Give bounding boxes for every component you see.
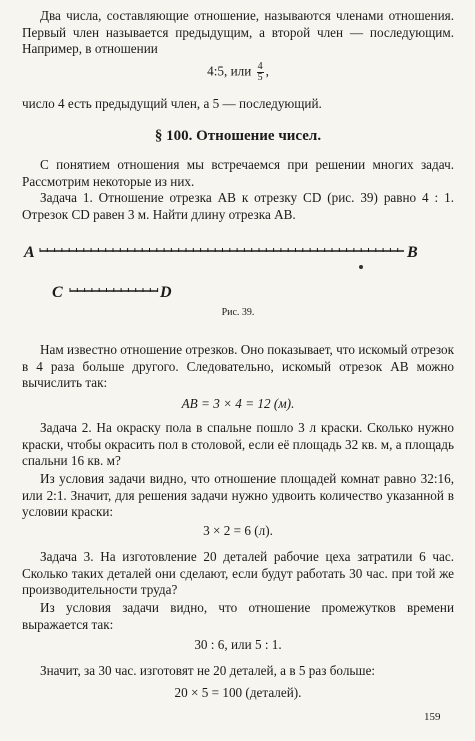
intro-paragraph: Два числа, составляющие отношение, называются членами отношения. Первый член называется предыдущим, а второй член — последующим. Например, в отношении xyxy=(22,8,454,56)
formula-2: 3 × 2 = 6 (л). xyxy=(203,523,273,538)
example-ratio: 4:5, xyxy=(207,63,228,79)
example-fraction-tail: , xyxy=(265,63,269,79)
task-1: Задача 1. Отношение отрезка AB к отрезку CD (рис. 39) равно 4 : 1. Отрезок CD равен 3 м. Найти длину отрезка AB. xyxy=(22,190,454,222)
label-d: D xyxy=(160,284,172,301)
formula-4: 20 × 5 = 100 (деталей). xyxy=(174,685,302,700)
paragraph-solution-1: Нам известно отношение отрезков. Оно показывает, что искомый отрезок в 4 раза больше другого. Следовательно, искомый отрезок AB можно вычислить так: xyxy=(22,342,454,390)
example-or: или xyxy=(230,63,252,79)
fraction-numerator: 4 xyxy=(257,61,263,72)
paragraph-solution-2: Из условия задачи видно, что отношение площадей комнат равно 32:16, или 2:1. Значит, для решения задачи нужно удвоить количество указанной в условии краски: xyxy=(22,471,454,519)
fraction-denominator: 5 xyxy=(257,72,263,83)
label-a: A xyxy=(24,244,35,261)
intro-explanation: число 4 есть предыдущий член, а 5 — последующий. xyxy=(22,96,322,111)
formula-3: 30 : 6, или 5 : 1. xyxy=(194,637,282,652)
paragraph-conclusion: Значит, за 30 час. изготовят не 20 деталей, а в 5 раз больше: xyxy=(40,663,376,678)
formula-1: AB = 3 × 4 = 12 (м). xyxy=(181,396,295,411)
print-speck xyxy=(359,265,363,269)
section-title: § 100. Отношение чисел. xyxy=(154,128,322,144)
label-b: B xyxy=(407,244,418,261)
page-number: 159 xyxy=(424,711,441,723)
section-paragraph: С понятием отношения мы встречаемся при решении многих задач. Рассмотрим некоторые из них. xyxy=(22,157,454,189)
task-2: Задача 2. На окраску пола в спальне пошло 3 л краски. Сколько нужно краски, чтобы окрасить пол в столовой, если её площадь 32 кв. м, а площадь спальни 16 кв. м? xyxy=(22,420,454,468)
figure-caption: Рис. 39. xyxy=(221,307,255,318)
paragraph-solution-3: Из условия задачи видно, что отношение промежутков времени выражается так: xyxy=(22,600,454,632)
label-c: C xyxy=(52,284,63,301)
task-3: Задача 3. На изготовление 20 деталей рабочие цеха затратили 6 час. Сколько таких деталей они сделают, если будут работать 30 час. при той же производительности труда? xyxy=(22,549,454,597)
figure-39 xyxy=(0,0,475,320)
